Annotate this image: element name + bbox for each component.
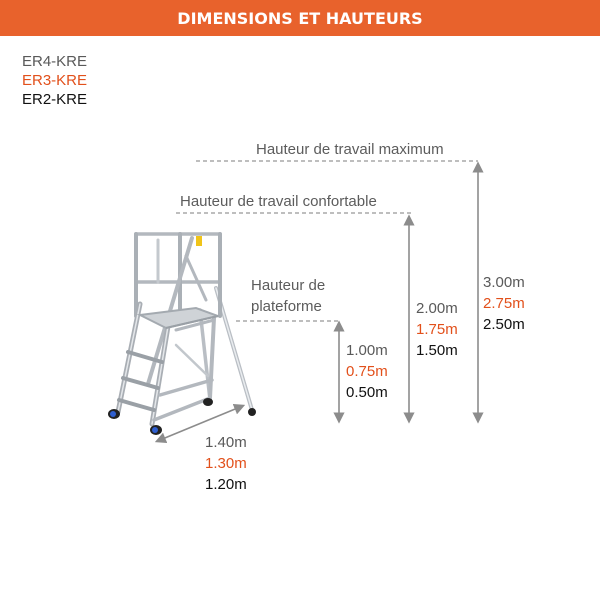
- max-height-er4: 3.00m: [483, 274, 525, 291]
- platform-height-values: [346, 340, 388, 403]
- legend-model-er4: ER4-KRE: [22, 53, 88, 70]
- platform-height-er3: 0.75m: [346, 363, 388, 380]
- platform-height-label-line1: Hauteur de: [251, 277, 326, 294]
- max-height-er3: 2.75m: [483, 295, 525, 312]
- header-title: DIMENSIONS ET HAUTEURS: [177, 8, 423, 28]
- platform-height-er2: 0.50m: [346, 384, 388, 401]
- comfort-height-er2: 1.50m: [416, 342, 458, 359]
- max-height-er2: 2.50m: [483, 316, 525, 333]
- platform-height-label-line2: plateforme: [251, 298, 322, 315]
- length-values: [205, 432, 247, 495]
- legend-model-er2: ER2-KRE: [22, 91, 88, 108]
- comfort-height-er4: 2.00m: [416, 300, 458, 317]
- comfort-height-er3: 1.75m: [416, 321, 458, 338]
- max-height-label: Hauteur de travail maximum: [256, 141, 444, 158]
- comfort-height-values: [416, 298, 458, 361]
- length-er4: 1.40m: [205, 434, 247, 451]
- max-height-values: [483, 272, 525, 335]
- platform-height-er4: 1.00m: [346, 342, 388, 359]
- comfort-height-label: Hauteur de travail confortable: [180, 193, 377, 210]
- length-er2: 1.20m: [205, 476, 247, 493]
- legend-model-er3: ER3-KRE: [22, 72, 88, 89]
- length-er3: 1.30m: [205, 455, 247, 472]
